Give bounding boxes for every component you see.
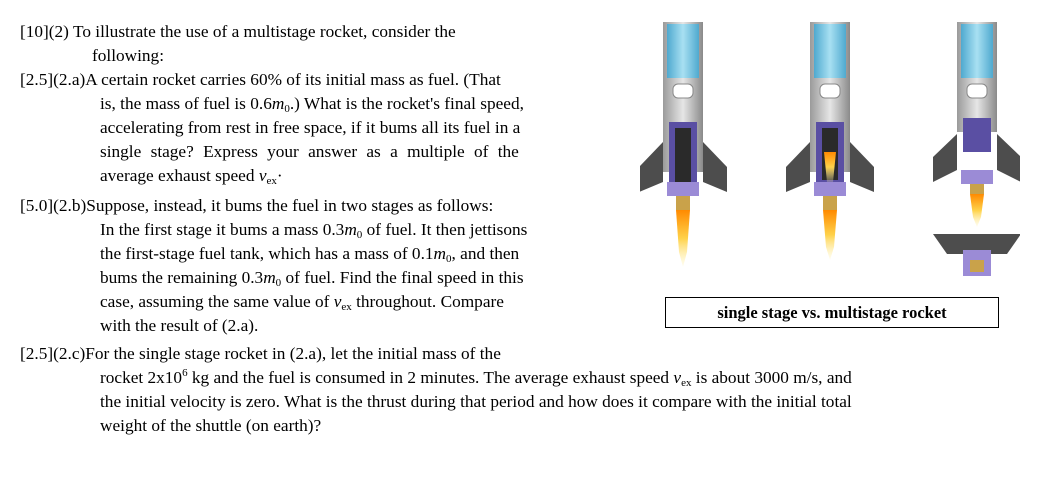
part-b-tag: [5.0](2.b): [20, 196, 87, 215]
part-b-line: with the result of (2.a).: [100, 316, 259, 335]
part-b-line: case, assuming the same value of $v_{ex}$ throughout. Compare: [100, 292, 504, 313]
part-b: [20, 194, 527, 338]
part-a-line: is, the mass of fuel is $0.6m_0$.) What is the rocket's final speed,: [100, 94, 524, 115]
part-c: [20, 342, 852, 438]
part-c-tag: [2.5](2.c): [20, 344, 86, 363]
part-c-line: For the single stage rocket in (2.a), let the initial mass of the: [85, 344, 501, 363]
part-b-line: the first-stage fuel tank, which has a mass of $0.1m_0$, and then: [100, 244, 520, 265]
part-a-tag: [2.5](2.a): [20, 70, 86, 89]
part-b-line: bums the remaining $0.3m_0$ of fuel. Find the final speed in this: [100, 268, 524, 289]
part-b-line: In the first stage it bums a mass $0.3m_0$ of fuel. It then jettisons: [100, 220, 528, 241]
part-c-line: rocket $2x10^6$ kg and the fuel is consumed in 2 minutes. The average exhaust speed $v_{ex}$ is about 3000 m/s, and: [100, 367, 852, 389]
rocket-figure: [640, 22, 1020, 292]
multistage-rocket-separated: [933, 22, 1020, 276]
part-c-line: the initial velocity is zero. What is the thrust during that period and how does it compare with the initial total: [100, 392, 852, 411]
problem-header: [20, 20, 456, 68]
header-line: To illustrate the use of a multistage rocket, consider the: [72, 22, 456, 41]
figure-caption: single stage vs. multistage rocket: [665, 297, 999, 328]
multistage-rocket-stage-one: [786, 22, 874, 260]
part-a-line: A certain rocket carries 60% of its initial mass as fuel. (That: [85, 70, 501, 89]
part-b-line: Suppose, instead, it bums the fuel in two stages as follows:: [86, 196, 494, 215]
part-c-line: weight of the shuttle (on earth)?: [100, 416, 322, 435]
part-a-line: accelerating from rest in free space, if it bums all its fuel in a: [100, 118, 521, 137]
part-a: [20, 68, 524, 188]
part-a-line: average exhaust speed $v_{ex}\cdot$: [100, 166, 283, 187]
single-stage-rocket: [640, 22, 727, 267]
problem-number: [10](2): [20, 22, 69, 41]
header-line: following:: [92, 46, 165, 65]
part-a-line: single stage? Express your answer as a multiple of the: [100, 142, 519, 161]
